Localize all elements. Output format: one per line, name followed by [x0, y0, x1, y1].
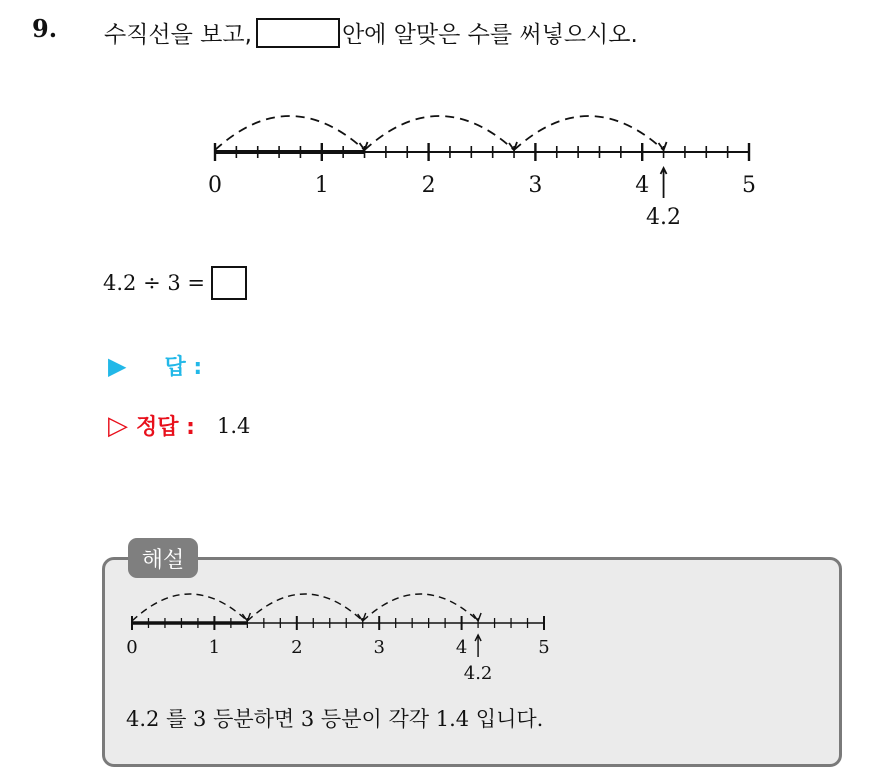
tick-label: 2 [291, 637, 303, 658]
answer-triangle-icon: ▶ [108, 351, 127, 380]
correct-triangle-icon: ▷ [108, 410, 128, 441]
equation [103, 266, 247, 300]
jump-arrowhead [659, 142, 667, 150]
tick-label: 1 [208, 637, 221, 658]
tick-label: 0 [126, 637, 138, 658]
pointer-label: 4.2 [646, 205, 682, 230]
number-line-main [195, 100, 775, 235]
question-text [104, 16, 638, 49]
tick-label: 3 [373, 637, 385, 658]
explanation-tab: 해설 [128, 538, 198, 578]
jump-arc [215, 116, 365, 150]
tick-label: 1 [314, 173, 329, 198]
tick-label: 4 [455, 637, 468, 658]
tick-label: 0 [208, 173, 222, 198]
number-line-explanation [122, 585, 562, 685]
question-number: 9. [32, 14, 58, 43]
explanation-text: 4.2 를 3 등분하면 3 등분이 각각 1.4 입니다. [126, 707, 544, 731]
answer-label: 답 : [164, 355, 203, 380]
answer-row [108, 350, 202, 381]
tick-label: 3 [528, 173, 543, 198]
pointer-label: 4.2 [463, 663, 493, 684]
equation-text: 4.2 ÷ 3 = [103, 271, 205, 295]
question-text-after: 안에 알맞은 수를 써넣으시오. [341, 22, 638, 48]
tick-label: 2 [421, 173, 436, 198]
question-text-before: 수직선을 보고, [104, 22, 252, 48]
correct-value: 1.4 [216, 413, 251, 438]
jump-arc [132, 594, 247, 621]
jump-arc [247, 594, 362, 621]
question-blank-box [256, 18, 340, 48]
correct-label: 정답 : [136, 415, 195, 440]
tick-label: 4 [635, 173, 650, 198]
correct-answer-row [108, 410, 250, 441]
equation-answer-box [211, 266, 247, 300]
jump-arc [365, 116, 515, 150]
tick-label: 5 [538, 637, 550, 658]
tick-label: 5 [742, 173, 756, 198]
